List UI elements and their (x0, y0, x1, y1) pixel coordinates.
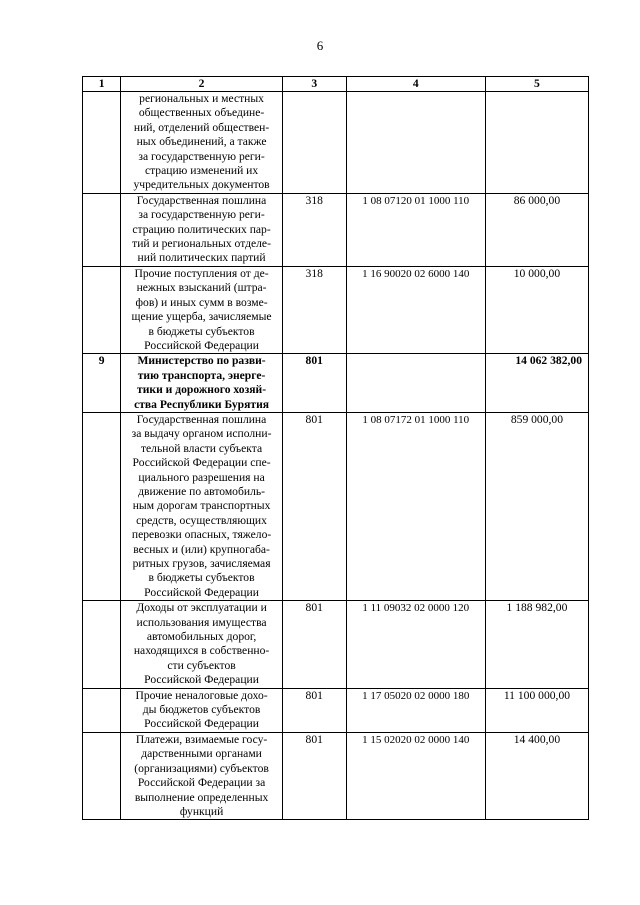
revenue-name-line: ний политических партий (137, 251, 266, 265)
table-row (83, 601, 589, 688)
revenue-name-line: Российской Федерации (144, 585, 259, 599)
revenue-name-line: тий и региональных отделе- (132, 237, 271, 251)
revenue-name-line: тики и дорожного хозяй- (137, 383, 267, 397)
admin-code-cell (282, 92, 346, 194)
page-number: 6 (316, 38, 324, 53)
amount-cell: 11 100 000,00 (485, 688, 588, 732)
revenue-name-line: сти субъектов (167, 658, 236, 672)
revenue-name-line: за государственную реги- (138, 149, 265, 163)
row-number-cell (83, 193, 121, 266)
amount-cell (485, 92, 588, 194)
admin-code-cell: 801 (282, 732, 346, 819)
amount-cell: 1 188 982,00 (485, 601, 588, 688)
revenue-name-line: в бюджеты субъектов (148, 324, 255, 338)
amount-cell: 10 000,00 (485, 266, 588, 353)
row-number-cell (83, 92, 121, 194)
row-number-cell (83, 266, 121, 353)
revenue-name-line: ний, отделений обществен- (133, 120, 270, 134)
revenue-name-line: ным дорогам транспортных (132, 499, 271, 513)
revenue-name-line: Государственная пошлина (136, 193, 267, 207)
revenue-name-line: перевозки опасных, тяжело- (131, 528, 272, 542)
row-number-cell (83, 688, 121, 732)
revenue-name-line: ства Республики Бурятия (134, 397, 270, 411)
revenue-name-line: использования имущества (136, 615, 267, 629)
table-row (83, 354, 589, 413)
revenue-name-line: страцию изменений их (144, 164, 259, 178)
table-header-row (83, 77, 589, 92)
revenue-name-line: ных объединений, а также (136, 135, 267, 149)
amount-cell: 86 000,00 (485, 193, 588, 266)
row-number-cell (83, 412, 121, 600)
revenue-name-cell (121, 688, 283, 732)
revenue-name-line: нежных взысканий (штра- (136, 281, 267, 295)
revenue-name-cell (121, 354, 283, 413)
revenue-name-cell (121, 92, 283, 194)
revenue-name-line: функций (179, 804, 224, 818)
admin-code-cell: 318 (282, 266, 346, 353)
revenue-name-line: автомобильных дорог, (146, 630, 257, 644)
admin-code-cell: 801 (282, 354, 346, 413)
table-row (83, 732, 589, 819)
table-row (83, 688, 589, 732)
admin-code-cell: 801 (282, 601, 346, 688)
admin-code-cell: 801 (282, 412, 346, 600)
revenue-name-line: средств, осуществляющих (136, 513, 267, 527)
revenue-name-line: (организациями) субъектов (134, 761, 269, 775)
revenue-name-line: Российской Федерации (144, 338, 259, 352)
row-number-cell (83, 732, 121, 819)
row-number-cell: 9 (83, 354, 121, 413)
revenue-table (82, 76, 589, 820)
revenue-name-line: региональных и местных (139, 92, 264, 105)
column-header-1: 1 (83, 77, 121, 92)
revenue-name-line: фов) и иных сумм в возме- (135, 295, 268, 309)
table-row (83, 412, 589, 600)
revenue-name-line: тельной власти субъекта (140, 441, 263, 455)
revenue-name-line: Российской Федерации (144, 717, 259, 731)
column-header-5: 5 (485, 77, 588, 92)
column-header-3: 3 (282, 77, 346, 92)
revenue-name-line: Государственная пошлина (136, 412, 267, 426)
revenue-name-line: Министерство по разви- (137, 354, 266, 368)
budget-classification-code-cell: 1 17 05020 02 0000 180 (346, 688, 485, 732)
revenue-name-cell (121, 193, 283, 266)
revenue-name-line: тию транспорта, энерге- (137, 368, 266, 382)
budget-classification-code-cell (346, 92, 485, 194)
revenue-name-line: весных и (или) крупногаба- (133, 542, 270, 556)
revenue-name-line: Прочие поступления от де- (134, 266, 269, 280)
amount-cell: 14 400,00 (485, 732, 588, 819)
table-row (83, 266, 589, 353)
revenue-name-line: Доходы от эксплуатации и (136, 601, 267, 615)
column-header-4: 4 (346, 77, 485, 92)
budget-classification-code-cell: 1 16 90020 02 6000 140 (346, 266, 485, 353)
revenue-name-line: ды бюджетов субъектов (142, 703, 261, 717)
amount-cell: 14 062 382,00 (485, 354, 588, 413)
admin-code-cell: 801 (282, 688, 346, 732)
revenue-name-line: Российской Федерации за (137, 776, 266, 790)
revenue-name-cell (121, 732, 283, 819)
revenue-name-line: находящихся в собственно- (133, 644, 270, 658)
revenue-name-line: общественных объедине- (138, 106, 265, 120)
column-header-2: 2 (121, 77, 283, 92)
row-number-cell (83, 601, 121, 688)
revenue-name-cell (121, 266, 283, 353)
revenue-name-line: дарственными органами (141, 747, 262, 761)
revenue-name-cell (121, 412, 283, 600)
revenue-name-line: Российской Федерации спе- (132, 456, 271, 470)
revenue-name-line: выполнение определенных (134, 790, 269, 804)
budget-classification-code-cell: 1 08 07120 01 1000 110 (346, 193, 485, 266)
table-row (83, 193, 589, 266)
revenue-name-cell (121, 601, 283, 688)
revenue-name-line: Российской Федерации (144, 673, 259, 687)
revenue-name-line: за выдачу органом исполни- (131, 427, 272, 441)
revenue-name-line: Платежи, взимаемые госу- (135, 732, 268, 746)
revenue-name-line: ритных грузов, зачисляемая (132, 557, 271, 570)
revenue-name-line: страцию политических пар- (132, 222, 271, 236)
revenue-name-line: движение по автомобиль- (138, 484, 266, 498)
table-row (83, 92, 589, 194)
revenue-name-line: щение ущерба, зачисляемые (131, 310, 272, 324)
budget-classification-code-cell: 1 11 09032 02 0000 120 (346, 601, 485, 688)
budget-classification-code-cell: 1 08 07172 01 1000 110 (346, 412, 485, 600)
revenue-name-line: учредительных документов (133, 178, 270, 192)
budget-classification-code-cell (346, 354, 485, 413)
revenue-name-line: в бюджеты субъектов (148, 571, 255, 585)
admin-code-cell: 318 (282, 193, 346, 266)
amount-cell: 859 000,00 (485, 412, 588, 600)
revenue-name-line: циального разрешения на (138, 470, 265, 484)
revenue-name-line: Прочие неналоговые дохо- (135, 688, 268, 702)
budget-classification-code-cell: 1 15 02020 02 0000 140 (346, 732, 485, 819)
revenue-name-line: за государственную реги- (138, 208, 265, 222)
